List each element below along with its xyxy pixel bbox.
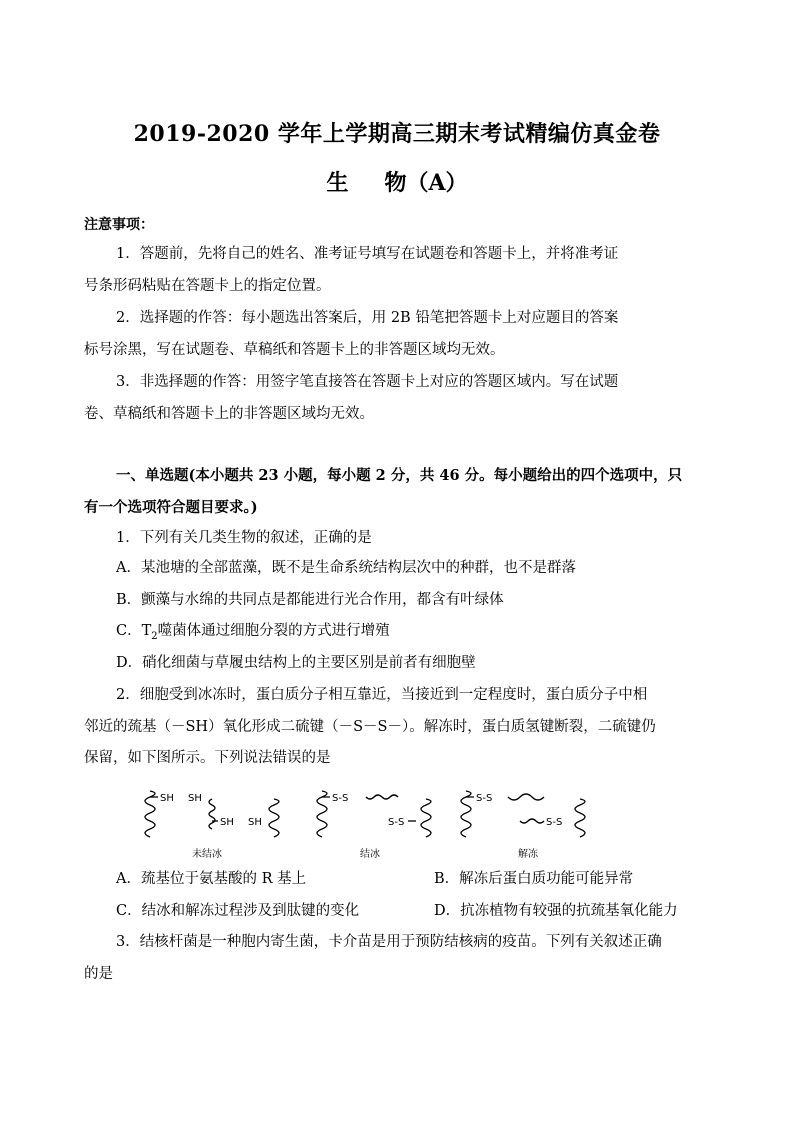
q1-option-c-prefix: C．T xyxy=(116,623,152,639)
q2-options-row2 xyxy=(84,895,746,927)
subject-title xyxy=(0,166,794,197)
notice-item2-line1: 2．选择题的作答：每小题选出答案后，用 2B 铅笔把答题卡上对应题目的答案 xyxy=(116,310,619,326)
notice-item3-line2: 卷、草稿纸和答题卡上的非答题区域均无效。 xyxy=(84,406,374,422)
q1-option-c-subscript: 2 xyxy=(151,630,158,642)
panel3-right-chain xyxy=(575,799,585,837)
q1-option-b: B．颤藻与水绵的共同点是都能进行光合作用，都含有叶绿体 xyxy=(116,592,504,608)
subject-left: 生 xyxy=(326,170,349,196)
subject-right: 物（A） xyxy=(384,170,468,196)
panel1-sh-right: SH xyxy=(188,793,202,804)
q1-option-c-text: 噬菌体通过细胞分裂的方式进行增殖 xyxy=(157,623,390,639)
notice-item3-line1: 3．非选择题的作答：用签字笔直接答在答题卡上对应的答题区域内。写在试题 xyxy=(116,374,619,390)
panel1-mid-chain xyxy=(209,799,215,829)
panel3-caption: 解冻 xyxy=(518,849,538,860)
panel3-lower-link xyxy=(520,819,544,823)
panel2-left-chain xyxy=(317,791,327,837)
q2-option-c: C．结冰和解冻过程涉及到肽键的变化 xyxy=(116,903,360,919)
q3-stem-line1: 3．结核杆菌是一种胞内寄生菌，卡介苗是用于预防结核病的疫苗。下列有关叙述正确 xyxy=(116,934,662,950)
q2-stem-line2: 邻近的巯基（－SH）氧化形成二硫键（－S－S－）。解冻时，蛋白质氢键断裂，二硫键仍 xyxy=(84,719,656,735)
q1-option-d: D．硝化细菌与草履虫结构上的主要区别是前者有细胞壁 xyxy=(116,655,476,671)
notice-item1-line1: 1．答题前，先将自己的姓名、准考证号填写在试题卷和答题卡上，并将准考证 xyxy=(116,246,619,262)
panel1-sh-lower-right: SH xyxy=(248,817,262,828)
q1-stem: 1．下列有关几类生物的叙述，正确的是 xyxy=(116,530,372,546)
panel3-left-chain xyxy=(461,791,471,837)
q2-option-b: B．解冻后蛋白质功能可能异常 xyxy=(434,871,634,887)
q2-option-d: D．抗冻植物有较强的抗巯基氧化能力 xyxy=(434,903,678,919)
page-title: 2019-2020 学年上学期高三期末考试精编仿真金卷 xyxy=(133,121,661,147)
panel1-sh-left: SH xyxy=(160,793,174,804)
q3-stem-line2: 的是 xyxy=(84,966,113,982)
panel1-caption: 未结冰 xyxy=(192,849,222,860)
panel2-ss-top: S-S xyxy=(332,793,349,804)
notice-heading: 注意事项： xyxy=(84,217,154,233)
panel3-ss-lower: S-S xyxy=(546,817,563,828)
q2-stem-line3: 保留，如下图所示。下列说法错误的是 xyxy=(84,750,331,766)
q2-stem-line1: 2．细胞受到冰冻时，蛋白质分子相互靠近，当接近到一定程度时，蛋白质分子中相 xyxy=(116,687,648,703)
panel2-right-chain xyxy=(421,799,431,837)
panel1-right-chain xyxy=(269,799,279,837)
q2-options-row1 xyxy=(84,863,746,895)
panel2-ss-lower: S-S xyxy=(388,817,405,828)
section1-heading-line2: 有一个选项符合题目要求。) xyxy=(84,499,258,516)
notice-item1-line2: 号条形码粘贴在答题卡上的指定位置。 xyxy=(84,278,331,294)
panel2-caption: 结冰 xyxy=(360,849,380,860)
section1-heading-line1: 一、单选题(本小题共 23 小题，每小题 2 分，共 46 分。每小题给出的四个选项中，只 xyxy=(116,467,683,484)
panel1-sh-lower-left: SH xyxy=(220,817,234,828)
notice-item2-line2: 标号涂黑，写在试题卷、草稿纸和答题卡上的非答题区域均无效。 xyxy=(84,342,505,358)
panel1-left-chain xyxy=(145,791,155,837)
panel3-ss-top: S-S xyxy=(476,793,493,804)
q1-option-a: A．某池塘的全部蓝藻，既不是生命系统结构层次中的种群，也不是群落 xyxy=(116,560,576,576)
q2-option-a: A．巯基位于氨基酸的 R 基上 xyxy=(116,871,307,887)
protein-disulfide-figure xyxy=(140,785,600,865)
